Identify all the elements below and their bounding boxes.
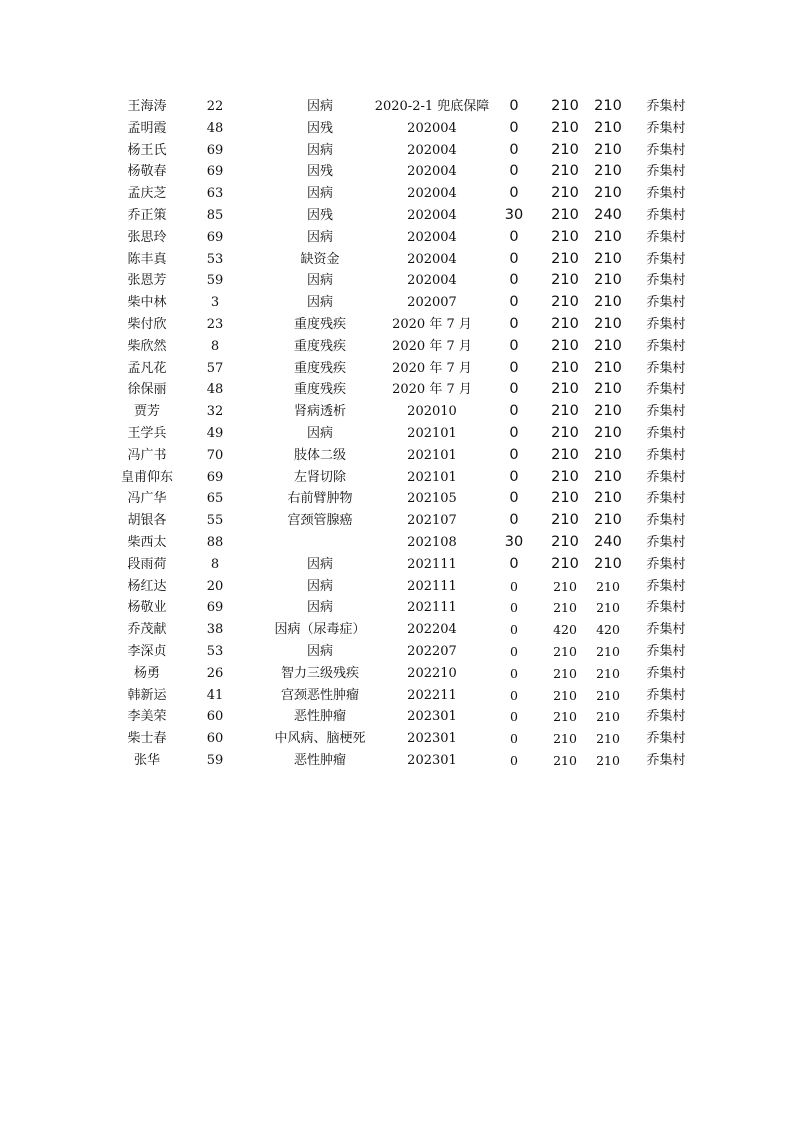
date-cell: 202101 bbox=[407, 447, 457, 463]
name-cell: 柴西太 bbox=[127, 534, 167, 550]
table-row bbox=[102, 706, 702, 728]
table-row bbox=[102, 183, 702, 205]
age-cell: 69 bbox=[206, 600, 224, 616]
total-amount-cell: 210 bbox=[594, 272, 622, 289]
addition-cell: 0 bbox=[510, 665, 518, 681]
date-cell: 202111 bbox=[407, 600, 457, 616]
total-amount-cell: 420 bbox=[596, 622, 620, 638]
date-cell: 202211 bbox=[407, 687, 457, 703]
name-cell: 杨敬业 bbox=[127, 600, 167, 616]
village-cell: 乔集村 bbox=[646, 338, 686, 354]
name-cell: 杨敬春 bbox=[127, 164, 167, 180]
date-cell: 202111 bbox=[407, 578, 457, 594]
cause-cell: 右前臂肿物 bbox=[287, 491, 353, 507]
date-cell: 202204 bbox=[407, 622, 457, 638]
addition-cell: 0 bbox=[509, 228, 519, 245]
village-cell: 乔集村 bbox=[646, 251, 686, 267]
name-cell: 冯广书 bbox=[127, 447, 167, 463]
base-amount-cell: 210 bbox=[551, 490, 579, 507]
date-cell: 202107 bbox=[407, 513, 457, 529]
age-cell: 8 bbox=[210, 556, 220, 572]
village-cell: 乔集村 bbox=[646, 99, 686, 114]
addition-cell: 0 bbox=[509, 490, 519, 507]
total-amount-cell: 210 bbox=[594, 119, 622, 136]
cause-cell: 左肾切除 bbox=[293, 469, 346, 485]
base-amount-cell: 210 bbox=[551, 337, 579, 354]
base-amount-cell: 210 bbox=[551, 228, 579, 245]
total-amount-cell: 210 bbox=[594, 490, 622, 507]
cause-cell: 因病 bbox=[306, 186, 333, 202]
table-row bbox=[102, 445, 702, 467]
name-cell: 孟庆芝 bbox=[127, 186, 167, 202]
age-cell: 69 bbox=[206, 164, 224, 180]
base-amount-cell: 210 bbox=[553, 578, 577, 594]
date-cell: 202210 bbox=[407, 665, 457, 681]
addition-cell: 0 bbox=[509, 272, 519, 289]
addition-cell: 0 bbox=[509, 381, 519, 398]
date-cell: 202207 bbox=[407, 643, 457, 659]
village-cell: 乔集村 bbox=[646, 469, 686, 485]
age-cell: 70 bbox=[206, 447, 224, 463]
base-amount-cell: 210 bbox=[551, 424, 579, 441]
addition-cell: 0 bbox=[509, 512, 519, 529]
base-amount-cell: 210 bbox=[553, 752, 577, 768]
date-cell: 202004 bbox=[407, 229, 457, 245]
total-amount-cell: 240 bbox=[594, 533, 622, 550]
addition-cell: 0 bbox=[509, 337, 519, 354]
date-cell: 202004 bbox=[407, 120, 457, 136]
base-amount-cell: 210 bbox=[553, 600, 577, 616]
cause-cell: 因病 bbox=[306, 229, 333, 245]
name-cell: 柴中林 bbox=[127, 295, 167, 311]
table-row bbox=[102, 96, 702, 118]
age-cell: 53 bbox=[206, 643, 224, 659]
addition-cell: 0 bbox=[509, 119, 519, 136]
name-cell: 张思玲 bbox=[127, 229, 167, 245]
age-cell: 41 bbox=[206, 687, 224, 703]
date-cell: 2020 年 7 月 bbox=[392, 360, 472, 376]
cause-cell: 重度残疾 bbox=[293, 316, 346, 332]
base-amount-cell: 210 bbox=[551, 163, 579, 180]
total-amount-cell: 210 bbox=[596, 752, 620, 768]
total-amount-cell: 210 bbox=[594, 337, 622, 354]
name-cell: 韩新运 bbox=[127, 687, 167, 703]
total-amount-cell: 210 bbox=[594, 555, 622, 572]
base-amount-cell: 210 bbox=[551, 119, 579, 136]
age-cell: 57 bbox=[206, 360, 224, 376]
addition-cell: 0 bbox=[509, 359, 519, 376]
cause-cell: 宫颈恶性肿瘤 bbox=[280, 687, 359, 703]
name-cell: 皇甫仰东 bbox=[120, 469, 173, 485]
addition-cell: 0 bbox=[509, 446, 519, 463]
age-cell: 65 bbox=[206, 491, 224, 507]
village-cell: 乔集村 bbox=[646, 382, 686, 398]
addition-cell: 0 bbox=[509, 468, 519, 485]
base-amount-cell: 210 bbox=[551, 533, 579, 550]
total-amount-cell: 210 bbox=[594, 141, 622, 158]
age-cell: 48 bbox=[206, 382, 224, 398]
table-row bbox=[102, 336, 702, 358]
table-row bbox=[102, 663, 702, 685]
name-cell: 贾芳 bbox=[133, 404, 160, 420]
total-amount-cell: 210 bbox=[596, 578, 620, 594]
cause-cell: 中风病、脑梗死 bbox=[274, 731, 366, 747]
table-row bbox=[102, 532, 702, 554]
village-cell: 乔集村 bbox=[646, 643, 686, 659]
total-amount-cell: 210 bbox=[596, 709, 620, 725]
base-amount-cell: 210 bbox=[553, 709, 577, 725]
total-amount-cell: 210 bbox=[594, 359, 622, 376]
village-cell: 乔集村 bbox=[646, 316, 686, 332]
name-cell: 孟明霞 bbox=[127, 120, 167, 136]
age-cell: 53 bbox=[206, 251, 224, 267]
total-amount-cell: 210 bbox=[594, 381, 622, 398]
date-cell: 2020 年 7 月 bbox=[392, 338, 472, 354]
base-amount-cell: 210 bbox=[553, 687, 577, 703]
total-amount-cell: 210 bbox=[594, 250, 622, 267]
date-cell: 202010 bbox=[407, 404, 457, 420]
age-cell: 23 bbox=[206, 316, 224, 332]
age-cell: 59 bbox=[206, 752, 224, 768]
cause-cell: 因病 bbox=[306, 295, 333, 311]
cause-cell: 重度残疾 bbox=[293, 338, 346, 354]
table-row bbox=[102, 641, 702, 663]
age-cell: 49 bbox=[206, 425, 224, 441]
table-row bbox=[102, 314, 702, 336]
age-cell: 20 bbox=[206, 578, 224, 594]
addition-cell: 0 bbox=[510, 578, 518, 594]
addition-cell: 0 bbox=[510, 622, 518, 638]
addition-cell: 0 bbox=[510, 752, 518, 768]
table-row bbox=[102, 140, 702, 162]
cause-cell: 因病 bbox=[306, 578, 333, 594]
date-cell: 202108 bbox=[407, 534, 457, 550]
cause-cell: 因病 bbox=[306, 99, 333, 114]
name-cell: 柴士春 bbox=[127, 731, 167, 747]
cause-cell: 重度残疾 bbox=[293, 382, 346, 398]
base-amount-cell: 210 bbox=[551, 468, 579, 485]
base-amount-cell: 210 bbox=[551, 555, 579, 572]
age-cell: 26 bbox=[206, 665, 224, 681]
name-cell: 陈丰真 bbox=[127, 251, 167, 267]
cause-cell: 因病 bbox=[306, 643, 333, 659]
village-cell: 乔集村 bbox=[646, 491, 686, 507]
base-amount-cell: 210 bbox=[551, 98, 579, 114]
name-cell: 李美荣 bbox=[127, 709, 167, 725]
base-amount-cell: 210 bbox=[551, 512, 579, 529]
addition-cell: 0 bbox=[510, 687, 518, 703]
total-amount-cell: 210 bbox=[596, 665, 620, 681]
base-amount-cell: 210 bbox=[551, 381, 579, 398]
cause-cell: 智力三级残疾 bbox=[280, 665, 359, 681]
age-cell: 60 bbox=[206, 709, 224, 725]
date-cell: 202007 bbox=[407, 295, 457, 311]
total-amount-cell: 210 bbox=[594, 424, 622, 441]
total-amount-cell: 210 bbox=[594, 98, 622, 114]
village-cell: 乔集村 bbox=[646, 709, 686, 725]
table-row bbox=[102, 488, 702, 510]
cause-cell: 因残 bbox=[306, 164, 333, 180]
cause-cell: 肢体二级 bbox=[293, 447, 346, 463]
table-row bbox=[102, 227, 702, 249]
village-cell: 乔集村 bbox=[646, 687, 686, 703]
total-amount-cell: 210 bbox=[596, 643, 620, 659]
cause-cell: 缺资金 bbox=[300, 251, 340, 267]
name-cell: 李深贞 bbox=[127, 643, 167, 659]
total-amount-cell: 240 bbox=[594, 206, 622, 223]
addition-cell: 0 bbox=[509, 294, 519, 311]
base-amount-cell: 210 bbox=[551, 185, 579, 202]
date-cell: 2020-2-1 兜底保障 bbox=[374, 99, 490, 114]
base-amount-cell: 210 bbox=[551, 272, 579, 289]
addition-cell: 0 bbox=[510, 709, 518, 725]
addition-cell: 0 bbox=[509, 98, 519, 114]
addition-cell: 0 bbox=[509, 555, 519, 572]
total-amount-cell: 210 bbox=[594, 446, 622, 463]
table-row bbox=[102, 554, 702, 576]
table-row bbox=[102, 401, 702, 423]
village-cell: 乔集村 bbox=[646, 207, 686, 223]
date-cell: 202101 bbox=[407, 425, 457, 441]
addition-cell: 0 bbox=[510, 643, 518, 659]
total-amount-cell: 210 bbox=[594, 315, 622, 332]
name-cell: 杨勇 bbox=[133, 665, 160, 681]
table-row bbox=[102, 161, 702, 183]
cause-cell: 重度残疾 bbox=[293, 360, 346, 376]
base-amount-cell: 420 bbox=[553, 622, 577, 638]
cause-cell: 因残 bbox=[306, 120, 333, 136]
age-cell: 85 bbox=[206, 207, 224, 223]
cause-cell: 恶性肿瘤 bbox=[293, 709, 346, 725]
village-cell: 乔集村 bbox=[646, 295, 686, 311]
table-row bbox=[102, 292, 702, 314]
addition-cell: 30 bbox=[504, 206, 524, 223]
cause-cell: 因病 bbox=[306, 600, 333, 616]
table-row bbox=[102, 249, 702, 271]
base-amount-cell: 210 bbox=[551, 294, 579, 311]
date-cell: 202004 bbox=[407, 251, 457, 267]
addition-cell: 0 bbox=[510, 731, 518, 747]
date-cell: 202301 bbox=[407, 752, 457, 768]
date-cell: 202004 bbox=[407, 164, 457, 180]
village-cell: 乔集村 bbox=[646, 142, 686, 158]
village-cell: 乔集村 bbox=[646, 600, 686, 616]
name-cell: 冯广华 bbox=[127, 491, 167, 507]
age-cell: 32 bbox=[206, 404, 224, 420]
base-amount-cell: 210 bbox=[551, 446, 579, 463]
date-cell: 202111 bbox=[407, 556, 457, 572]
age-cell: 8 bbox=[210, 338, 220, 354]
age-cell: 55 bbox=[206, 513, 224, 529]
base-amount-cell: 210 bbox=[553, 731, 577, 747]
age-cell: 69 bbox=[206, 469, 224, 485]
village-cell: 乔集村 bbox=[646, 164, 686, 180]
table-row bbox=[102, 510, 702, 532]
total-amount-cell: 210 bbox=[594, 468, 622, 485]
date-cell: 202105 bbox=[407, 491, 457, 507]
table-row bbox=[102, 358, 702, 380]
name-cell: 王学兵 bbox=[127, 425, 167, 441]
village-cell: 乔集村 bbox=[646, 622, 686, 638]
table-row bbox=[102, 205, 702, 227]
village-cell: 乔集村 bbox=[646, 120, 686, 136]
addition-cell: 0 bbox=[509, 250, 519, 267]
age-cell: 22 bbox=[206, 99, 224, 114]
village-cell: 乔集村 bbox=[646, 534, 686, 550]
cause-cell: 因病 bbox=[306, 142, 333, 158]
name-cell: 徐保丽 bbox=[127, 382, 167, 398]
table-row bbox=[102, 576, 702, 598]
addition-cell: 0 bbox=[509, 141, 519, 158]
addition-cell: 0 bbox=[510, 600, 518, 616]
village-cell: 乔集村 bbox=[646, 186, 686, 202]
name-cell: 张华 bbox=[133, 752, 160, 768]
name-cell: 柴欣然 bbox=[127, 338, 167, 354]
addition-cell: 0 bbox=[509, 403, 519, 420]
cause-cell: 因病（尿毒症） bbox=[274, 622, 366, 638]
village-cell: 乔集村 bbox=[646, 447, 686, 463]
village-cell: 乔集村 bbox=[646, 229, 686, 245]
name-cell: 杨王氏 bbox=[127, 142, 167, 158]
village-cell: 乔集村 bbox=[646, 556, 686, 572]
village-cell: 乔集村 bbox=[646, 404, 686, 420]
base-amount-cell: 210 bbox=[551, 359, 579, 376]
date-cell: 202301 bbox=[407, 709, 457, 725]
total-amount-cell: 210 bbox=[594, 512, 622, 529]
age-cell: 63 bbox=[206, 186, 224, 202]
total-amount-cell: 210 bbox=[596, 687, 620, 703]
cause-cell: 因残 bbox=[306, 207, 333, 223]
village-cell: 乔集村 bbox=[646, 752, 686, 768]
village-cell: 乔集村 bbox=[646, 513, 686, 529]
cause-cell: 恶性肿瘤 bbox=[293, 752, 346, 768]
table-row bbox=[102, 379, 702, 401]
date-cell: 202004 bbox=[407, 207, 457, 223]
total-amount-cell: 210 bbox=[594, 163, 622, 180]
table-row bbox=[102, 728, 702, 750]
village-cell: 乔集村 bbox=[646, 360, 686, 376]
total-amount-cell: 210 bbox=[594, 403, 622, 420]
table-row bbox=[102, 467, 702, 489]
age-cell: 88 bbox=[206, 534, 224, 550]
name-cell: 乔正策 bbox=[127, 207, 167, 223]
cause-cell: 因病 bbox=[306, 425, 333, 441]
name-cell: 杨红达 bbox=[127, 578, 167, 594]
age-cell: 48 bbox=[206, 120, 224, 136]
addition-cell: 0 bbox=[509, 315, 519, 332]
table-row bbox=[102, 750, 702, 772]
table-row bbox=[102, 270, 702, 292]
date-cell: 202004 bbox=[407, 142, 457, 158]
total-amount-cell: 210 bbox=[596, 600, 620, 616]
total-amount-cell: 210 bbox=[596, 731, 620, 747]
name-cell: 乔茂献 bbox=[127, 622, 167, 638]
date-cell: 2020 年 7 月 bbox=[392, 316, 472, 332]
name-cell: 王海涛 bbox=[127, 99, 167, 114]
date-cell: 202004 bbox=[407, 186, 457, 202]
addition-cell: 0 bbox=[509, 185, 519, 202]
village-cell: 乔集村 bbox=[646, 273, 686, 289]
name-cell: 胡银各 bbox=[127, 513, 167, 529]
total-amount-cell: 210 bbox=[594, 185, 622, 202]
date-cell: 2020 年 7 月 bbox=[392, 382, 472, 398]
cause-cell: 肾病透析 bbox=[293, 404, 346, 420]
addition-cell: 0 bbox=[509, 163, 519, 180]
name-cell: 孟凡花 bbox=[127, 360, 167, 376]
cause-cell: 宫颈管腺癌 bbox=[287, 513, 353, 529]
village-cell: 乔集村 bbox=[646, 665, 686, 681]
age-cell: 69 bbox=[206, 229, 224, 245]
age-cell: 59 bbox=[206, 273, 224, 289]
base-amount-cell: 210 bbox=[551, 141, 579, 158]
table-row bbox=[102, 118, 702, 140]
village-cell: 乔集村 bbox=[646, 578, 686, 594]
age-cell: 60 bbox=[206, 731, 224, 747]
base-amount-cell: 210 bbox=[551, 250, 579, 267]
cause-cell: 因病 bbox=[306, 273, 333, 289]
base-amount-cell: 210 bbox=[551, 315, 579, 332]
date-cell: 202301 bbox=[407, 731, 457, 747]
beneficiary-table bbox=[102, 96, 702, 772]
base-amount-cell: 210 bbox=[551, 206, 579, 223]
village-cell: 乔集村 bbox=[646, 731, 686, 747]
table-row bbox=[102, 685, 702, 707]
total-amount-cell: 210 bbox=[594, 294, 622, 311]
table-row bbox=[102, 619, 702, 641]
addition-cell: 0 bbox=[509, 424, 519, 441]
age-cell: 38 bbox=[206, 622, 224, 638]
name-cell: 柴付欣 bbox=[127, 316, 167, 332]
table-row bbox=[102, 423, 702, 445]
age-cell: 69 bbox=[206, 142, 224, 158]
date-cell: 202004 bbox=[407, 273, 457, 289]
age-cell: 3 bbox=[210, 295, 220, 311]
table-row bbox=[102, 597, 702, 619]
date-cell: 202101 bbox=[407, 469, 457, 485]
base-amount-cell: 210 bbox=[553, 665, 577, 681]
cause-cell: 因病 bbox=[306, 556, 333, 572]
village-cell: 乔集村 bbox=[646, 425, 686, 441]
base-amount-cell: 210 bbox=[551, 403, 579, 420]
total-amount-cell: 210 bbox=[594, 228, 622, 245]
name-cell: 段雨荷 bbox=[127, 556, 167, 572]
name-cell: 张恩芳 bbox=[127, 273, 167, 289]
base-amount-cell: 210 bbox=[553, 643, 577, 659]
addition-cell: 30 bbox=[504, 533, 524, 550]
